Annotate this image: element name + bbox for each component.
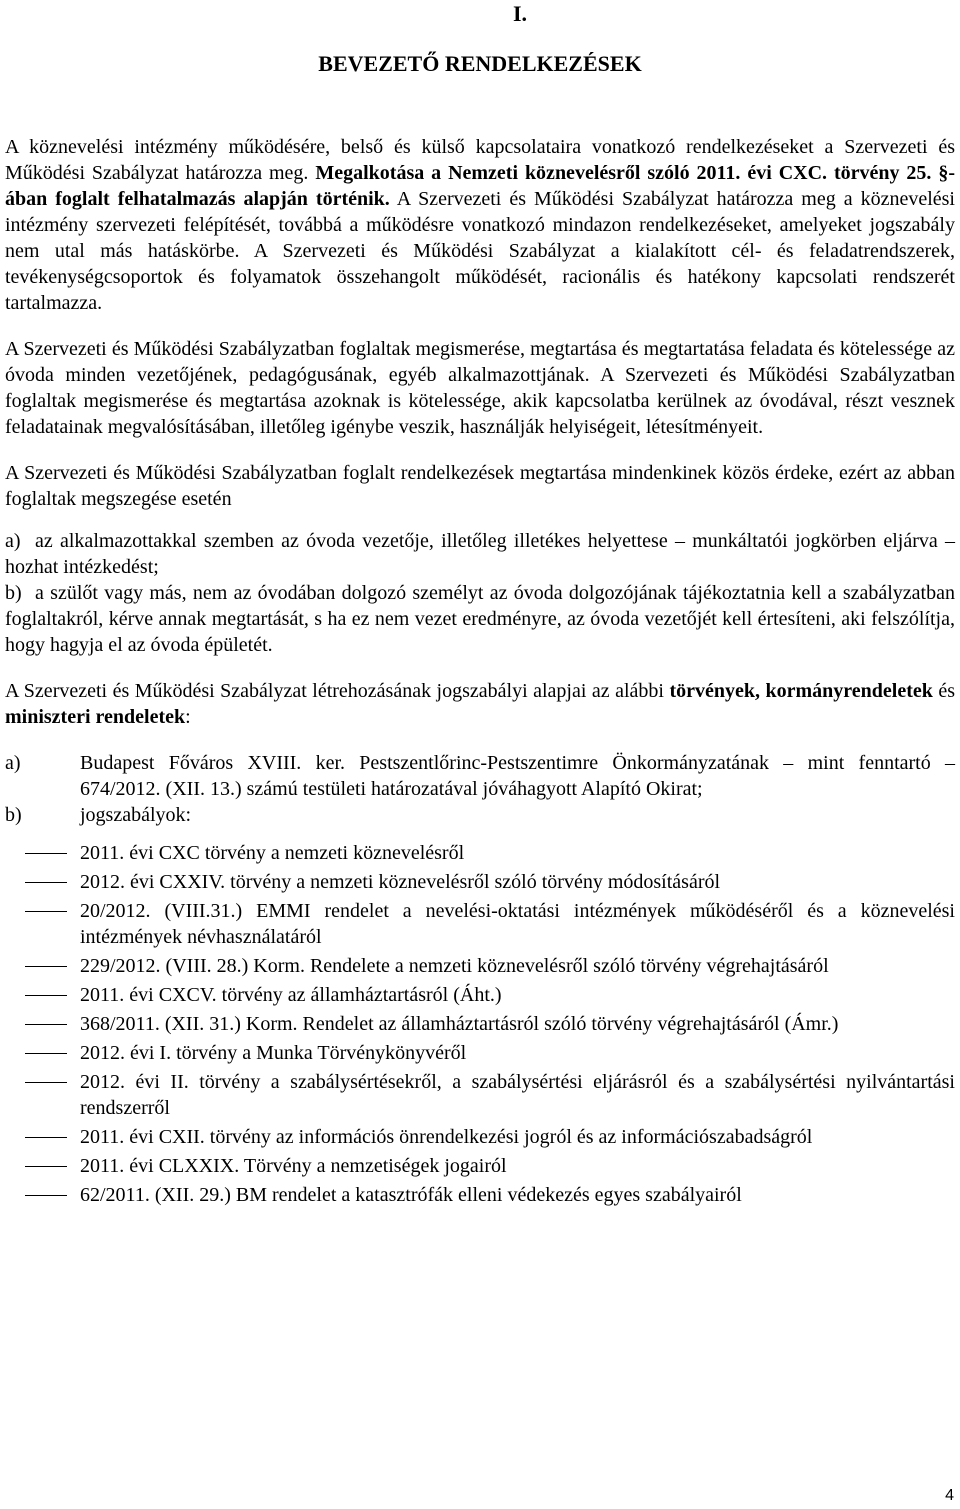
intro-bold-text: Megalkotása a Nemzeti köznevelésről szóló 2011. évi CXC. törvény 25. §-ában foglalt felhatalmazás alapján történik. <box>5 162 955 210</box>
obligation-paragraph: A Szervezeti és Működési Szabályzatban foglaltak megismerése, megtartása és megtartatása feladata és kötelessége az óvoda minden vezetőjének, pedagógusának, egyéb alkalmazottjának. A Szervezeti és Működési Szabályzatban foglaltak megismerése és megtartása azoknak is kötelessége, akik kapcsolatba kerülnek az óvodával, részt vesznek feladatainak megvalósításában, illetőleg igénybe veszik, használják helyiségeit, létesítményeit. <box>5 338 955 438</box>
item-marker: a) <box>5 752 21 774</box>
law-text: 229/2012. (VIII. 28.) Korm. Rendelete a nemzeti köznevelésről szóló törvény végrehajtásáról <box>80 955 829 977</box>
legal-basis-bold-2: miniszteri rendeletek <box>5 706 186 728</box>
item-marker: a) <box>5 530 21 552</box>
dash-bullet <box>5 840 80 866</box>
dash-bullet <box>5 982 80 1008</box>
law-text: 62/2011. (XII. 29.) BM rendelet a katasztrófák elleni védekezés egyes szabályairól <box>80 1184 742 1206</box>
dash-bullet <box>5 1182 80 1208</box>
chapter-number: I. <box>512 1 528 26</box>
law-item <box>5 1069 955 1121</box>
consequence-item-b <box>5 580 955 658</box>
consequence-item-a <box>5 528 955 580</box>
dash-bullet <box>5 1040 80 1066</box>
law-text: 2012. évi I. törvény a Munka Törvénykönyvéről <box>80 1042 467 1064</box>
law-text: 368/2011. (XII. 31.) Korm. Rendelet az államháztartásról szóló törvény végrehajtásáról (Ámr.) <box>80 1013 839 1035</box>
intro-paragraph <box>5 134 955 316</box>
law-text: 2012. évi II. törvény a szabálysértésekről, a szabálysértési eljárásról és a szabálysértési nyilvántartási rendszerről <box>80 1071 955 1119</box>
dash-bullet <box>5 1124 80 1150</box>
compliance-paragraph: A Szervezeti és Működési Szabályzatban foglalt rendelkezések megtartása mindenkinek közös érdeke, ezért az abban foglaltak megszegése esetén <box>5 462 955 510</box>
item-text: az alkalmazottakkal szemben az óvoda vezetője, illetőleg illetékes helyettese – munkáltatói jogkörben eljárva – hozhat intézkedést; <box>5 530 955 578</box>
law-item <box>5 1153 955 1179</box>
law-item <box>5 1182 955 1208</box>
law-item <box>5 982 955 1008</box>
item-marker: b) <box>5 582 22 604</box>
dash-bullet <box>5 1153 80 1179</box>
intro-text-1: A köznevelési intézmény működésére, belső és külső kapcsolataira vonatkozó rendelkezéseket a Szervezeti és Működési Szabályzat határozza meg. <box>5 136 955 184</box>
law-text: 2011. évi CXC törvény a nemzeti köznevelésről <box>80 842 465 864</box>
legal-basis-list <box>5 750 955 828</box>
law-item <box>5 1040 955 1066</box>
legal-basis-text-3: : <box>185 706 191 728</box>
law-list <box>5 840 955 1208</box>
intro-text-2: A Szervezeti és Működési Szabályzat határozza meg a köznevelési intézmény szervezeti felépítését, továbbá a működésre vonatkozó mindazon rendelkezéseket, amelyeket jogszabály nem utal más hatáskörbe. A Szervezeti és Működési Szabályzat a kialakított cél- és feladatrendszerek, tevékenységcsoportok és folyamatok összehangolt működését, racionális és hatékony kapcsolati rendszerét tartalmazza. <box>5 188 955 314</box>
dash-bullet <box>5 869 80 895</box>
legal-basis-item-a <box>5 750 955 802</box>
law-text: 2012. évi CXXIV. törvény a nemzeti köznevelésről szóló törvény módosításáról <box>80 871 721 893</box>
item-text: a szülőt vagy más, nem az óvodában dolgozó személyt az óvoda dolgozójának tájékoztatnia kell a szabályzatban foglaltakról, kérve annak megtartását, s ha ez nem vezet eredményre, az óvoda vezetőjét kell értesíteni, aki felszólítja, hogy hagyja el az óvoda épületét. <box>5 582 955 656</box>
legal-basis-text-1: A Szervezeti és Működési Szabályzat létrehozásának jogszabályi alapjai az alábbi <box>5 680 670 702</box>
page-number: 4 <box>945 1487 954 1504</box>
document-body <box>5 134 955 1211</box>
law-item <box>5 1011 955 1037</box>
dash-bullet <box>5 1069 80 1121</box>
law-text: 20/2012. (VIII.31.) EMMI rendelet a nevelési-oktatási intézmények működéséről és a köznevelési intézmények névhasználatáról <box>80 900 955 948</box>
item-text: Budapest Főváros XVIII. ker. Pestszentlőrinc-Pestszentimre Önkormányzatának – mint fenntartó – 674/2012. (XII. 13.) számú testületi határozatával jóváhagyott Alapító Okirat; <box>80 752 955 800</box>
legal-basis-text-2: és <box>932 680 955 702</box>
legal-basis-paragraph <box>5 678 955 730</box>
law-item <box>5 840 955 866</box>
item-text: jogszabályok: <box>80 804 192 826</box>
item-marker: b) <box>5 804 22 826</box>
law-text: 2011. évi CXCV. törvény az államháztartásról (Áht.) <box>80 984 502 1006</box>
law-item <box>5 898 955 950</box>
chapter-title: BEVEZETŐ RENDELKEZÉSEK <box>318 51 642 76</box>
consequence-list <box>5 528 955 658</box>
law-item <box>5 953 955 979</box>
law-item <box>5 1124 955 1150</box>
dash-bullet <box>5 953 80 979</box>
dash-bullet <box>5 1011 80 1037</box>
dash-bullet <box>5 898 80 950</box>
legal-basis-item-b <box>5 802 955 828</box>
legal-basis-bold-1: törvények, kormányrendeletek <box>669 680 933 702</box>
law-text: 2011. évi CLXXIX. Törvény a nemzetiségek jogairól <box>80 1155 507 1177</box>
law-text: 2011. évi CXII. törvény az információs önrendelkezési jogról és az információszabadságról <box>80 1126 813 1148</box>
law-item <box>5 869 955 895</box>
